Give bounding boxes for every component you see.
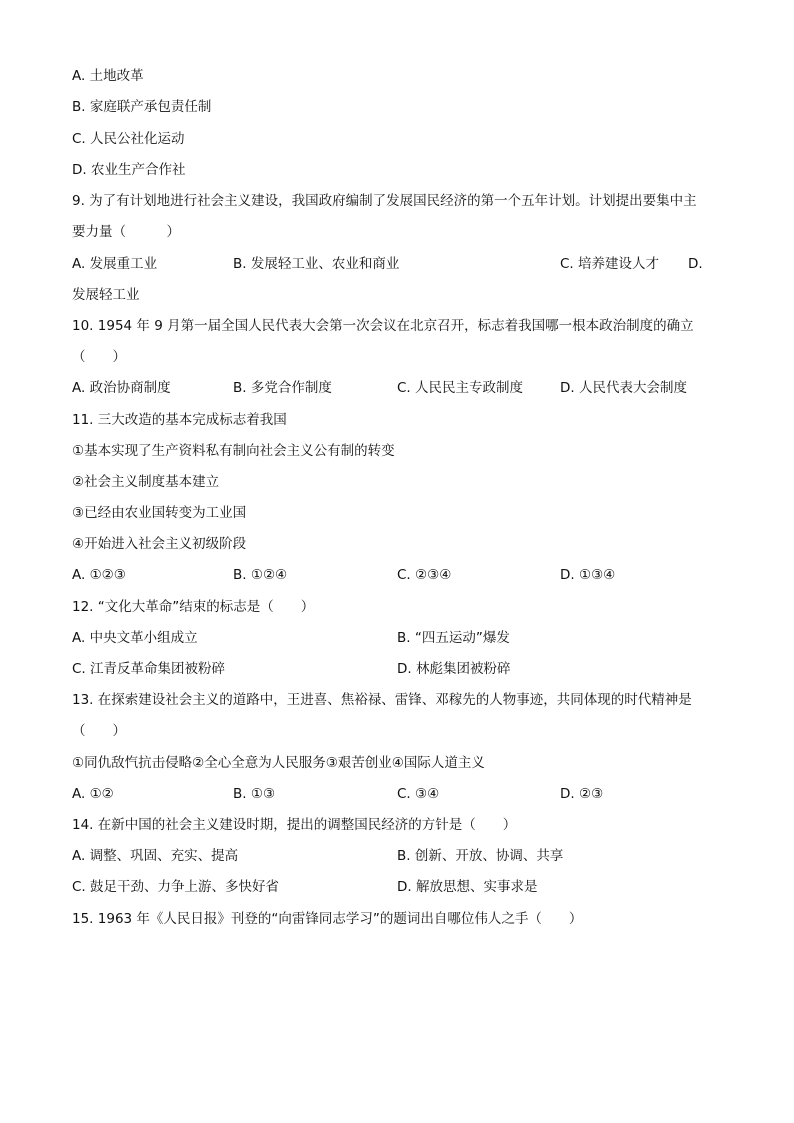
q11-stem: 11. 三大改造的基本完成标志着我国: [72, 412, 287, 428]
q11-statement-1: ①基本实现了生产资料私有制向社会主义公有制的转变: [72, 443, 395, 459]
q12-stem: 12. “文化大革命”结束的标志是（ ）: [72, 599, 315, 615]
q11-option-a: A. ①②③: [72, 567, 126, 583]
q12-option-c: C. 江青反革命集团被粉碎: [72, 661, 226, 677]
q13-option-b: B. ①③: [233, 786, 276, 802]
q10-option-c: C. 人民民主专政制度: [397, 380, 524, 396]
q9-stem-line2: 要力量（ ）: [72, 224, 180, 240]
q13-stem-line1: 13. 在探索建设社会主义的道路中，王进喜、焦裕禄、雷锋、邓稼先的人物事迹，共同体现的时代精神是: [72, 692, 692, 708]
q12-option-b: B. “四五运动”爆发: [397, 630, 510, 646]
q10-option-b: B. 多党合作制度: [233, 380, 332, 396]
q9-stem-line1: 9. 为了有计划地进行社会主义建设，我国政府编制了发展国民经济的第一个五年计划。计划提出要集中主: [72, 193, 697, 209]
q13-option-c: C. ③④: [397, 786, 440, 802]
q11-statement-3: ③已经由农业国转变为工业国: [72, 505, 247, 521]
q8-option-b: B. 家庭联产承包责任制: [72, 99, 212, 115]
q10-option-d: D. 人民代表大会制度: [560, 380, 687, 396]
q14-stem: 14. 在新中国的社会主义建设时期，提出的调整国民经济的方针是（ ）: [72, 817, 517, 833]
q11-statement-4: ④开始进入社会主义初级阶段: [72, 536, 247, 552]
q14-option-a: A. 调整、巩固、充实、提高: [72, 848, 239, 864]
q8-option-a: A. 土地改革: [72, 68, 144, 84]
q11-statement-2: ②社会主义制度基本建立: [72, 474, 220, 490]
q13-option-d: D. ②③: [560, 786, 604, 802]
q15-stem: 15. 1963 年《人民日报》刊登的“向雷锋同志学习”的题词出自哪位伟人之手（ ）: [72, 911, 583, 927]
q9-option-d-text: 发展轻工业: [72, 287, 140, 303]
q8-option-c: C. 人民公社化运动: [72, 131, 185, 147]
q8-option-d: D. 农业生产合作社: [72, 162, 186, 178]
q9-option-b: B. 发展轻工业、农业和商业: [233, 256, 400, 272]
q14-option-b: B. 创新、开放、协调、共享: [397, 848, 564, 864]
q11-option-b: B. ①②④: [233, 567, 288, 583]
q10-stem-line2: （ ）: [72, 349, 126, 365]
q14-option-d: D. 解放思想、实事求是: [397, 879, 538, 895]
q13-option-a: A. ①②: [72, 786, 114, 802]
q9-option-d: D.: [688, 256, 703, 272]
q9-option-a: A. 发展重工业: [72, 256, 158, 272]
q12-option-d: D. 林彪集团被粉碎: [397, 661, 511, 677]
q12-option-a: A. 中央文革小组成立: [72, 630, 198, 646]
q13-stem-line2: （ ）: [72, 723, 126, 739]
q13-statements: ①同仇敌忾抗击侵略②全心全意为人民服务③艰苦创业④国际人道主义: [72, 755, 485, 771]
q14-option-c: C. 鼓足干劲、力争上游、多快好省: [72, 879, 280, 895]
q9-option-c: C. 培养建设人才: [560, 256, 660, 272]
q10-option-a: A. 政治协商制度: [72, 380, 171, 396]
q11-option-d: D. ①③④: [560, 567, 616, 583]
q11-option-c: C. ②③④: [397, 567, 452, 583]
q10-stem-line1: 10. 1954 年 9 月第一届全国人民代表大会第一次会议在北京召开，标志着我国哪一根本政治制度的确立: [72, 318, 694, 334]
